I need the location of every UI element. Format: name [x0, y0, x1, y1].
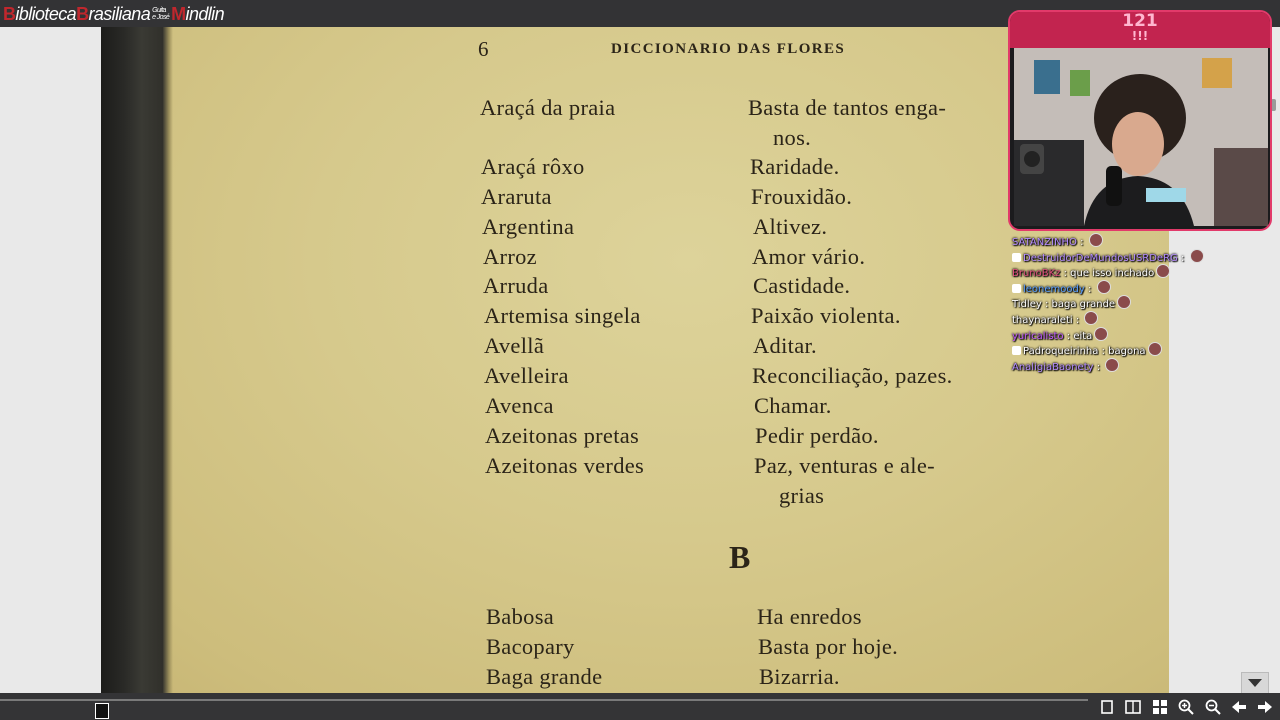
flower-meaning: Aditar.: [753, 333, 817, 358]
viewer-count-banner: [1010, 12, 1270, 48]
flower-meaning: Paixão violenta.: [751, 303, 901, 328]
flower-meaning: Amor vário.: [752, 244, 866, 269]
logo-letter: M: [171, 3, 186, 24]
flower-meaning: Paz, venturas e ale-: [754, 453, 935, 478]
flower-meaning: Raridade.: [750, 154, 840, 179]
chat-username: yuricalisto: [1012, 330, 1064, 342]
logo-small-text: Guita e José: [152, 7, 170, 21]
chat-badge-icon: [1012, 346, 1021, 355]
flower-name: Araçá da praia: [480, 95, 616, 120]
mouse-cursor-icon: [95, 703, 109, 719]
flower-meaning-continuation: nos.: [773, 125, 812, 150]
chat-username: leonemoody: [1023, 283, 1085, 295]
flower-name: Baga grande: [486, 664, 603, 689]
chat-username: AnaligiaBaonety: [1012, 361, 1094, 373]
flower-meaning-continuation: grias: [779, 483, 825, 508]
chat-separator: :: [1063, 330, 1074, 342]
stream-chat: [1012, 233, 1212, 373]
chat-emote-icon: [1105, 358, 1119, 372]
webcam-overlay: [1008, 10, 1272, 231]
arrow-right-icon[interactable]: [1257, 699, 1273, 715]
chat-separator: :: [1177, 252, 1188, 264]
chat-message: [1012, 358, 1212, 374]
flower-name: Avenca: [485, 393, 554, 418]
flower-name: Arruda: [483, 273, 549, 298]
chat-username: Padroqueirinha: [1023, 346, 1099, 358]
chat-username: thaynaraleti: [1012, 314, 1073, 326]
flower-meaning: Pedir perdão.: [755, 423, 879, 448]
chat-emote-icon: [1094, 327, 1108, 341]
flower-meaning: Bizarria.: [759, 664, 840, 689]
book-spine: [101, 27, 169, 693]
flower-name: Arroz: [483, 244, 537, 269]
zoom-out-icon[interactable]: [1205, 699, 1221, 715]
progress-track[interactable]: [0, 699, 1088, 701]
logo-letter: B: [76, 3, 89, 24]
chat-text: baga grande: [1051, 299, 1116, 311]
flower-meaning: Ha enredos: [757, 604, 862, 629]
chat-message: [1012, 311, 1212, 327]
flower-meaning: Reconciliação, pazes.: [752, 363, 953, 388]
chat-emote-icon: [1084, 311, 1098, 325]
chevron-down-icon: [1242, 673, 1268, 693]
arrow-left-icon[interactable]: [1231, 699, 1247, 715]
chat-emote-icon: [1148, 342, 1162, 356]
logo-word: rasiliana: [88, 3, 151, 24]
chat-username: Tidley: [1012, 299, 1042, 311]
viewer-count: 121: [1122, 11, 1158, 31]
chat-separator: :: [1098, 346, 1109, 358]
page-title: DICCIONARIO DAS FLORES: [611, 41, 846, 57]
chat-username: DestruidorDeMundosUSRDeRG: [1023, 252, 1178, 264]
chat-emote-icon: [1097, 280, 1111, 294]
flower-meaning: Castidade.: [753, 273, 851, 298]
chat-text: eita: [1073, 330, 1093, 342]
double-page-icon[interactable]: [1125, 699, 1141, 715]
flower-name: Artemisa singela: [484, 303, 641, 328]
chat-emote-icon: [1190, 249, 1204, 263]
chat-emote-icon: [1089, 233, 1103, 247]
single-page-icon[interactable]: [1099, 699, 1115, 715]
chat-message: [1012, 264, 1212, 280]
chat-message: [1012, 233, 1212, 249]
flower-meaning: Basta de tantos enga-: [748, 95, 947, 120]
chat-separator: :: [1084, 283, 1095, 295]
viewer-count-suffix: !!!: [1131, 29, 1149, 43]
grid-view-icon[interactable]: [1152, 699, 1168, 715]
chat-separator: :: [1060, 268, 1071, 280]
chat-badge-icon: [1012, 284, 1021, 293]
zoom-in-icon[interactable]: [1178, 699, 1194, 715]
chat-emote-icon: [1117, 295, 1131, 309]
toolbar-toggle-button[interactable]: [1241, 672, 1269, 694]
chat-separator: :: [1076, 237, 1087, 248]
chat-message: [1012, 280, 1212, 296]
chat-username: SATANZINHO: [1012, 237, 1077, 248]
logo-letter: B: [3, 3, 16, 24]
chat-separator: :: [1072, 314, 1083, 326]
logo-word: iblioteca: [15, 3, 77, 24]
flower-name: Avellã: [484, 333, 545, 358]
section-letter: B: [729, 539, 751, 575]
chat-badge-icon: [1012, 253, 1021, 262]
webcam-video: [1014, 48, 1268, 226]
flower-name: Azeitonas verdes: [485, 453, 645, 478]
flower-name: Araruta: [481, 184, 552, 209]
flower-meaning: Chamar.: [754, 393, 832, 418]
streamer-silhouette: [1014, 48, 1268, 226]
chat-message: [1012, 327, 1212, 343]
biblioteca-brasiliana-logo[interactable]: [3, 2, 224, 26]
chat-username: BrunoBKz: [1012, 268, 1061, 280]
flower-meaning: Basta por hoje.: [758, 634, 899, 659]
flower-name: Avelleira: [484, 363, 569, 388]
webcam-frame: [1008, 10, 1272, 231]
chat-emote-icon: [1156, 264, 1170, 278]
chat-separator: :: [1041, 299, 1052, 311]
flower-name: Araçá rôxo: [481, 154, 585, 179]
chat-separator: :: [1093, 361, 1104, 373]
chat-message: [1012, 342, 1212, 358]
page-edge: [163, 27, 173, 693]
page-number: 6: [478, 37, 489, 61]
bottom-toolbar: [0, 693, 1280, 720]
chat-message: [1012, 249, 1212, 265]
logo-word: indlin: [185, 3, 224, 24]
flower-meaning: Altivez.: [753, 214, 828, 239]
flower-name: Argentina: [482, 214, 575, 239]
flower-meaning: Frouxidão.: [751, 184, 853, 209]
chat-message: [1012, 295, 1212, 311]
flower-name: Bacopary: [486, 634, 575, 659]
flower-name: Babosa: [486, 604, 555, 629]
chat-text: bagona: [1108, 346, 1146, 358]
flower-name: Azeitonas pretas: [485, 423, 640, 448]
chat-text: que isso inchado: [1070, 268, 1155, 280]
